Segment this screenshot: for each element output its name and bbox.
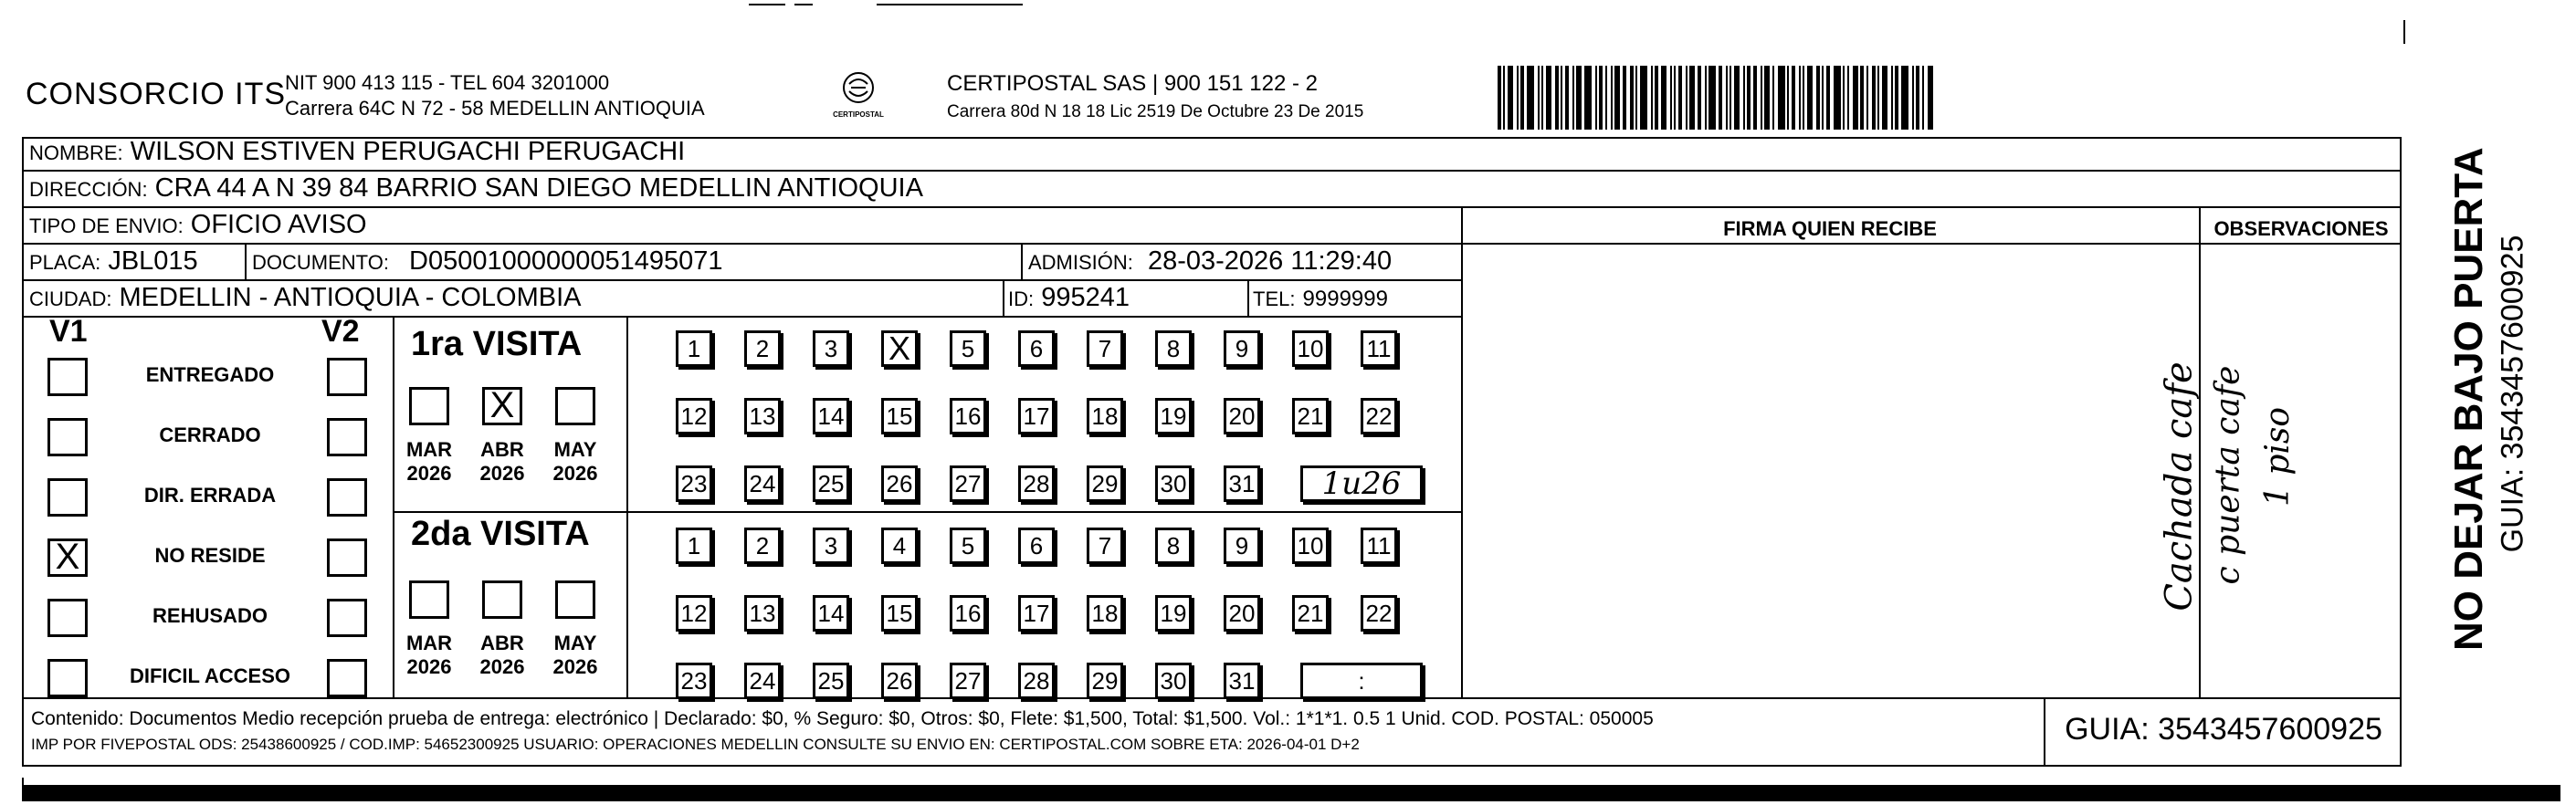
barcode-bar <box>1565 66 1569 130</box>
admision-label: ADMISIÓN: <box>1028 251 1133 274</box>
no-dejar-bajo-puerta: NO DEJAR BAJO PUERTA <box>2446 147 2491 651</box>
checkbox-v1[interactable] <box>47 599 88 637</box>
scan-mark <box>2403 20 2405 44</box>
nombre-row <box>29 137 685 167</box>
barcode-bar <box>1895 66 1898 130</box>
day-box[interactable]: 15 <box>881 398 918 434</box>
tipo-envio-value: OFICIO AVISO <box>190 210 367 239</box>
day-box[interactable]: 19 <box>1155 595 1192 632</box>
barcode-bar <box>1816 66 1820 130</box>
row-divider <box>393 511 1461 513</box>
day-box[interactable]: 6 <box>1018 330 1055 367</box>
barcode-bar <box>1498 66 1501 130</box>
day-box[interactable]: 20 <box>1224 595 1260 632</box>
guia-footer: GUIA: 3543457600925 <box>2065 712 2382 747</box>
day-box[interactable]: 12 <box>676 398 712 434</box>
barcode-bar <box>1891 66 1893 130</box>
day-box[interactable]: 13 <box>744 398 781 434</box>
day-box[interactable]: 13 <box>744 595 781 632</box>
barcode-bar <box>1834 66 1841 130</box>
day-box[interactable]: 12 <box>676 595 712 632</box>
day-box[interactable]: 2 <box>744 330 781 367</box>
barcode-bar <box>1541 66 1543 130</box>
placa-row <box>29 246 198 277</box>
barcode-bar <box>1799 66 1801 130</box>
barcode-bar <box>1764 66 1770 130</box>
ciudad-label: CIUDAD: <box>29 288 112 310</box>
barcode-bar <box>1747 66 1751 130</box>
barcode-bar <box>1822 66 1824 130</box>
barcode <box>1498 66 1935 130</box>
barcode-bar <box>1730 66 1731 130</box>
barcode-bar <box>1826 66 1830 130</box>
month-year: 2026 <box>552 462 598 485</box>
handwritten-note: c puerta cafe <box>2209 365 2247 585</box>
barcode-bar <box>1503 66 1505 130</box>
row-divider <box>22 279 1461 281</box>
day-box[interactable]: 31 <box>1224 465 1260 502</box>
barcode-bar <box>1922 66 1924 130</box>
v1-label: V1 <box>49 314 88 349</box>
row-divider <box>22 170 2402 172</box>
row-divider <box>22 206 2402 208</box>
barcode-bar <box>1538 66 1540 130</box>
visit2-title: 2da VISITA <box>411 515 590 553</box>
check-mark: X <box>489 385 515 425</box>
day-box[interactable]: 16 <box>950 398 986 434</box>
placa-value: JBL015 <box>108 246 198 276</box>
barcode-bar <box>1709 66 1716 130</box>
barcode-bar <box>1734 66 1740 130</box>
barcode-bar <box>1678 66 1682 130</box>
id-value: 995241 <box>1041 283 1130 312</box>
day-box[interactable]: 7 <box>1087 528 1123 564</box>
direccion-label: DIRECCIÓN: <box>29 178 148 201</box>
col-divider <box>1003 281 1004 316</box>
tel-label: TEL: <box>1253 288 1296 310</box>
col-divider <box>626 318 628 697</box>
checkbox-v1[interactable] <box>47 659 88 697</box>
month-label: MAY <box>553 438 597 461</box>
certipostal-logo-icon <box>840 69 877 106</box>
barcode-bar <box>1640 66 1647 130</box>
bottom-border <box>22 778 24 796</box>
checkbox-v2[interactable] <box>327 418 367 456</box>
checkbox-v1[interactable] <box>47 418 88 456</box>
month-checkbox[interactable] <box>409 387 449 425</box>
month-label: MAY <box>553 632 597 654</box>
month-year: 2026 <box>479 462 525 485</box>
col-divider <box>245 245 247 279</box>
documento-label: DOCUMENTO: <box>252 251 389 274</box>
month-checkbox[interactable] <box>482 387 522 425</box>
time-box[interactable]: : <box>1300 663 1423 699</box>
day-box[interactable]: 11 <box>1361 330 1397 367</box>
scan-mark <box>877 4 1023 5</box>
day-box[interactable]: 30 <box>1155 465 1192 502</box>
barcode-bar <box>1778 66 1785 130</box>
observaciones-notes <box>2158 246 2392 694</box>
observaciones-label: OBSERVACIONES <box>2213 217 2389 240</box>
day-box[interactable]: 6 <box>1018 528 1055 564</box>
barcode-bar <box>1635 66 1637 130</box>
day-box[interactable]: 29 <box>1087 663 1123 699</box>
barcode-bar <box>1674 66 1676 130</box>
placa-label: PLACA: <box>29 251 101 274</box>
day-box[interactable]: 17 <box>1018 595 1055 632</box>
status-label: DIFICIL ACCESO <box>129 664 290 687</box>
scan-mark <box>794 4 813 5</box>
direccion-row <box>29 173 923 204</box>
barcode-bar <box>1726 66 1728 130</box>
barcode-bar <box>1546 66 1551 130</box>
day-box[interactable]: 5 <box>950 330 986 367</box>
barcode-bar <box>1877 66 1879 130</box>
barcode-bar <box>1761 66 1762 130</box>
col-divider <box>1021 245 1023 279</box>
month-checkbox[interactable] <box>555 387 595 425</box>
day-box[interactable]: 25 <box>813 663 849 699</box>
day-box[interactable]: 20 <box>1224 398 1260 434</box>
day-box[interactable]: 27 <box>950 663 986 699</box>
day-box[interactable]: 2 <box>744 528 781 564</box>
admision-value: 28-03-2026 11:29:40 <box>1147 246 1393 276</box>
barcode-bar <box>1872 66 1876 130</box>
barcode-bar <box>1787 66 1789 130</box>
day-box[interactable]: 26 <box>881 465 918 502</box>
barcode-bar <box>1928 66 1933 130</box>
month-year: 2026 <box>479 655 525 678</box>
day-box[interactable]: 18 <box>1087 595 1123 632</box>
day-box[interactable]: 4 <box>881 528 918 564</box>
day-box[interactable]: 21 <box>1292 595 1329 632</box>
barcode-bar <box>1576 66 1582 130</box>
barcode-bar <box>1698 66 1701 130</box>
barcode-bar <box>1792 66 1795 130</box>
row-divider <box>22 316 1461 318</box>
month-label: ABR <box>480 632 524 654</box>
check-mark: X <box>55 537 80 577</box>
barcode-bar <box>1705 66 1707 130</box>
day-box[interactable]: 28 <box>1018 663 1055 699</box>
day-box[interactable]: 22 <box>1361 398 1397 434</box>
barcode-bar <box>1661 66 1667 130</box>
barcode-bar <box>1614 66 1620 130</box>
guia-vertical: GUIA: 3543457600925 <box>2495 235 2530 553</box>
checkbox-v1[interactable] <box>47 358 88 396</box>
carrier-name: CERTIPOSTAL SAS | 900 151 122 - 2 <box>947 71 1318 96</box>
col-divider <box>393 318 394 697</box>
day-box[interactable]: 1 <box>676 330 712 367</box>
day-box[interactable]: 19 <box>1155 398 1192 434</box>
day-box[interactable]: 3 <box>813 330 849 367</box>
barcode-bar <box>1843 66 1845 130</box>
day-box[interactable]: 22 <box>1361 595 1397 632</box>
day-box[interactable]: 30 <box>1155 663 1192 699</box>
day-box[interactable]: 15 <box>881 595 918 632</box>
barcode-bar <box>1561 66 1562 130</box>
direccion-value: CRA 44 A N 39 84 BARRIO SAN DIEGO MEDELLIN ANTIOQUIA <box>154 173 923 203</box>
month-checkbox[interactable] <box>482 580 522 619</box>
barcode-bar <box>1882 66 1887 130</box>
day-box[interactable]: 24 <box>744 663 781 699</box>
barcode-bar <box>1572 66 1574 130</box>
v2-label: V2 <box>321 314 360 349</box>
id-label: ID: <box>1008 288 1035 310</box>
day-box[interactable]: 10 <box>1292 330 1329 367</box>
carrier-address: Carrera 80d N 18 18 Lic 2519 De Octubre 23 De 2015 <box>947 102 1364 121</box>
id-row <box>1008 283 1130 313</box>
barcode-bar <box>1866 66 1868 130</box>
barcode-bar <box>1555 66 1559 130</box>
barcode-bar <box>1772 66 1774 130</box>
day-box[interactable]: 1 <box>676 528 712 564</box>
nombre-value: WILSON ESTIVEN PERUGACHI PERUGACHI <box>130 137 686 166</box>
day-box[interactable]: 8 <box>1155 528 1192 564</box>
day-box[interactable]: 26 <box>881 663 918 699</box>
day-box[interactable]: 10 <box>1292 528 1329 564</box>
barcode-bar <box>1655 66 1658 130</box>
company-nit: NIT 900 413 115 - TEL 604 3201000 <box>285 71 610 94</box>
month-label: MAR <box>405 438 453 461</box>
barcode-bar <box>1520 66 1524 130</box>
day-box[interactable]: 9 <box>1224 528 1260 564</box>
day-box[interactable]: 27 <box>950 465 986 502</box>
contenido-line: Contenido: Documentos Medio recepción prueba de entrega: electrónico | Declarado: $0, % Seguro: $0, Otros: $0, Flete: $1,500, Total: $1,500. Vol.: 1*1*1. 0.5 1 Unid. COD. POSTAL: 050005 <box>31 708 1654 729</box>
month-label: ABR <box>480 438 524 461</box>
barcode-bar <box>1901 66 1908 130</box>
barcode-bar <box>1860 66 1864 130</box>
row-divider <box>1461 243 2402 245</box>
visit1-title: 1ra VISITA <box>411 325 583 363</box>
day-box[interactable]: 23 <box>676 663 712 699</box>
day-box[interactable]: 31 <box>1224 663 1260 699</box>
documento-row <box>252 246 723 277</box>
barcode-bar <box>1595 66 1597 130</box>
barcode-bar <box>1599 66 1603 130</box>
day-box[interactable]: 9 <box>1224 330 1260 367</box>
status-label: NO RESIDE <box>154 544 266 567</box>
day-box[interactable]: 5 <box>950 528 986 564</box>
month-year: 2026 <box>406 655 452 678</box>
imp-line: IMP POR FIVEPOSTAL ODS: 25438600925 / COD.IMP: 54652300925 USUARIO: OPERACIONES MEDELLIN CONSULTE SU ENVIO EN: CERTIPOSTAL.COM SOBRE ETA: 2026-04-01 D+2 <box>31 736 1360 753</box>
barcode-bar <box>1670 66 1672 130</box>
barcode-bar <box>1605 66 1607 130</box>
day-box[interactable]: 25 <box>813 465 849 502</box>
handwritten-note: 1 piso <box>2259 406 2297 507</box>
checkbox-v1[interactable] <box>47 478 88 517</box>
barcode-bar <box>1623 66 1626 130</box>
barcode-bar <box>1847 66 1849 130</box>
day-box[interactable]: 14 <box>813 398 849 434</box>
month-year: 2026 <box>406 462 452 485</box>
checkbox-v2[interactable] <box>327 538 367 577</box>
day-box[interactable]: 7 <box>1087 330 1123 367</box>
day-box[interactable]: 28 <box>1018 465 1055 502</box>
barcode-bar <box>1853 66 1858 130</box>
day-box[interactable]: 11 <box>1361 528 1397 564</box>
barcode-bar <box>1803 66 1804 130</box>
checkbox-v2[interactable] <box>327 659 367 697</box>
checkbox-v1[interactable] <box>47 538 88 577</box>
day-box[interactable]: 24 <box>744 465 781 502</box>
barcode-bar <box>1508 66 1513 130</box>
day-box[interactable]: 18 <box>1087 398 1123 434</box>
barcode-bar <box>1807 66 1813 130</box>
signature-field[interactable] <box>1465 246 2195 694</box>
company-address: Carrera 64C N 72 - 58 MEDELLIN ANTIOQUIA <box>285 97 705 120</box>
day-box[interactable]: 17 <box>1018 398 1055 434</box>
barcode-bar <box>1686 66 1688 130</box>
col-divider <box>1247 281 1249 316</box>
col-divider <box>1461 208 1463 697</box>
month-checkbox[interactable] <box>555 580 595 619</box>
day-box[interactable]: 8 <box>1155 330 1192 367</box>
month-label: MAR <box>405 632 453 654</box>
day-box[interactable]: 29 <box>1087 465 1123 502</box>
time-box[interactable]: 1u26 <box>1300 465 1423 502</box>
handwritten-note: Cachada cafe <box>2158 361 2201 612</box>
barcode-bar <box>1743 66 1745 130</box>
ciudad-value: MEDELLIN - ANTIOQUIA - COLOMBIA <box>119 283 582 312</box>
month-checkbox[interactable] <box>409 580 449 619</box>
check-mark: X <box>888 329 910 367</box>
barcode-bar <box>1916 66 1919 130</box>
barcode-bar <box>1527 66 1534 130</box>
checkbox-v2[interactable] <box>327 599 367 637</box>
day-box[interactable]: 3 <box>813 528 849 564</box>
barcode-bar <box>1517 66 1519 130</box>
tel-row <box>1253 283 1388 313</box>
day-box[interactable]: 14 <box>813 595 849 632</box>
day-box[interactable]: 23 <box>676 465 712 502</box>
checkbox-v2[interactable] <box>327 478 367 517</box>
status-label: DIR. ERRADA <box>143 484 277 507</box>
barcode-bar <box>1611 66 1613 130</box>
barcode-bar <box>1651 66 1653 130</box>
barcode-bar <box>1719 66 1722 130</box>
scan-mark <box>749 4 785 5</box>
tipo-envio-row <box>29 210 367 240</box>
ciudad-row <box>29 283 582 313</box>
status-label: ENTREGADO <box>145 363 275 386</box>
day-box[interactable] <box>881 330 918 367</box>
status-label: CERRADO <box>159 423 261 446</box>
barcode-bar <box>1584 66 1592 130</box>
day-box[interactable]: 21 <box>1292 398 1329 434</box>
company-name: CONSORCIO ITS <box>26 77 287 111</box>
month-year: 2026 <box>552 655 598 678</box>
day-box[interactable]: 16 <box>950 595 986 632</box>
checkbox-v2[interactable] <box>327 358 367 396</box>
documento-value: D05001000000051495071 <box>409 246 723 276</box>
nombre-label: NOMBRE: <box>29 141 123 164</box>
barcode-bar <box>1689 66 1695 130</box>
barcode-bar <box>1753 66 1757 130</box>
barcode-bar <box>1630 66 1634 130</box>
tel-value: 9999999 <box>1302 287 1388 311</box>
admision-row <box>1028 246 1392 277</box>
tipo-envio-label: TIPO DE ENVIO: <box>29 214 184 237</box>
status-label: REHUSADO <box>152 604 268 627</box>
bottom-border <box>22 785 2560 801</box>
firma-label: FIRMA QUIEN RECIBE <box>1723 217 1937 240</box>
logo-caption: CERTIPOSTAL <box>833 110 884 119</box>
barcode-bar <box>1912 66 1914 130</box>
certipostal-logo <box>822 69 895 124</box>
